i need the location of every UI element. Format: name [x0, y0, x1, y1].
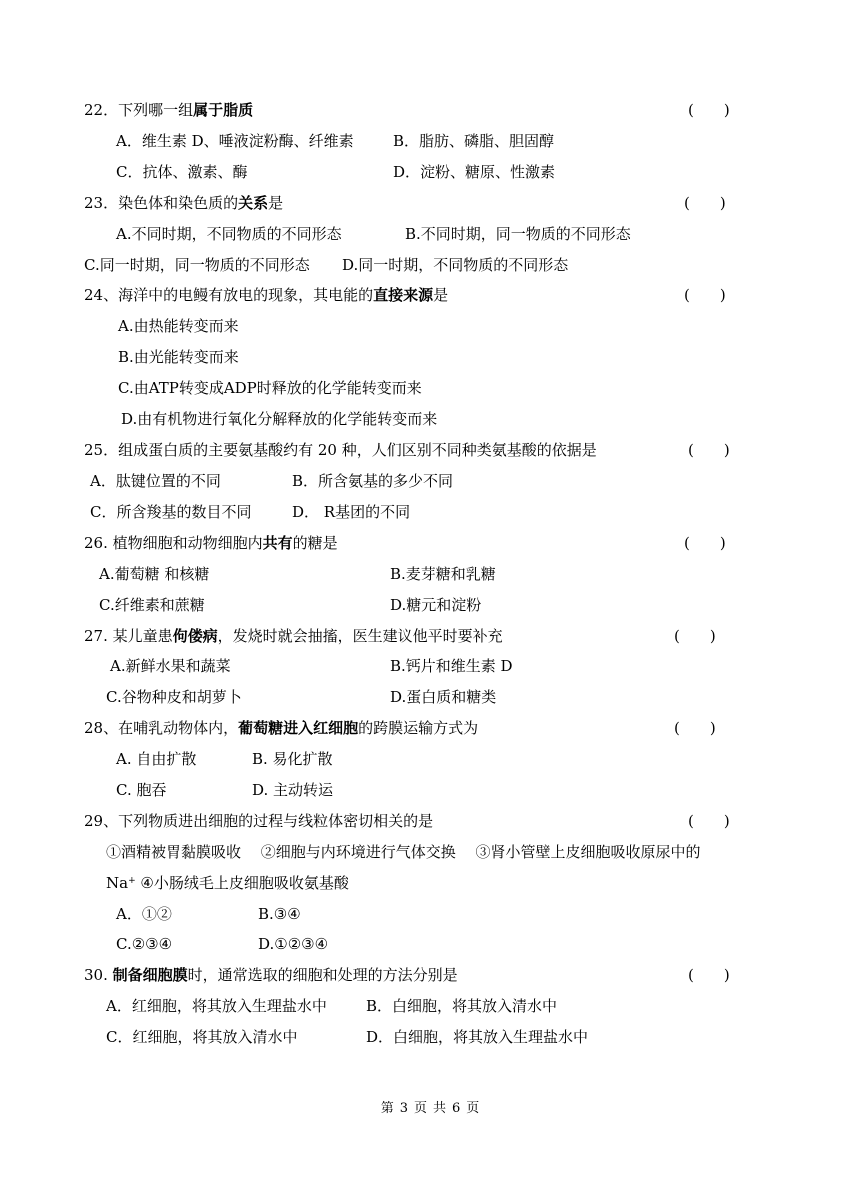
answer-bracket: ( ) — [688, 812, 730, 830]
answer-bracket: ( ) — [688, 101, 730, 119]
question-23-option-a: A.不同时期，不同物质的不同形态 — [116, 225, 342, 243]
question-24-option-a: A.由热能转变而来 — [118, 317, 239, 335]
question-26-option-c: C.纤维素和蔗糖 — [99, 596, 205, 614]
question-28-option-a: A. 自由扩散 — [116, 750, 197, 768]
question-22-stem: 22．下列哪一组属于脂质 — [84, 101, 254, 119]
answer-bracket: ( ) — [688, 441, 730, 459]
question-29-option-c: C.②③④ — [116, 935, 173, 953]
question-25-option-a: A．肽键位置的不同 — [90, 472, 221, 490]
question-22-option-b: B．脂肪、磷脂、胆固醇 — [393, 132, 555, 150]
question-30-option-c: C．红细胞，将其放入清水中 — [106, 1028, 298, 1046]
question-29-option-a: A．①② — [116, 905, 172, 923]
footer-text: 页 — [466, 1101, 480, 1116]
footer-text: 第 — [380, 1101, 394, 1116]
total-page-number: 6 — [452, 1101, 461, 1116]
question-27-option-c: C.谷物种皮和胡萝卜 — [106, 688, 242, 706]
question-22-option-c: C．抗体、激素、酶 — [116, 163, 248, 181]
question-27-stem: 27. 某儿童患佝偻病，发烧时就会抽搐，医生建议他平时要补充 — [84, 627, 503, 645]
question-25-option-b: B．所含氨基的多少不同 — [292, 472, 454, 490]
question-27-option-d: D.蛋白质和糖类 — [390, 688, 497, 706]
question-29-items-line-1: ①酒精被胃黏膜吸收 ②细胞与内环境进行气体交换 ③肾小管壁上皮细胞吸收原尿中的 — [106, 843, 701, 861]
question-26-option-d: D.糖元和淀粉 — [390, 596, 482, 614]
question-26-option-b: B.麦芽糖和乳糖 — [390, 565, 496, 583]
question-24-option-c: C.由ATP转变成ADP时释放的化学能转变而来 — [118, 379, 422, 397]
question-23-stem: 23．染色体和染色质的关系是 — [84, 194, 284, 212]
question-29-option-d: D.①②③④ — [258, 935, 329, 953]
answer-bracket: ( ) — [684, 534, 726, 552]
question-30-option-a: A．红细胞，将其放入生理盐水中 — [106, 997, 327, 1015]
answer-bracket: ( ) — [684, 194, 726, 212]
footer-text: 共 — [433, 1101, 447, 1116]
question-24-option-b: B.由光能转变而来 — [118, 348, 239, 366]
question-24-stem: 24、海洋中的电鳗有放电的现象，其电能的直接来源是 — [84, 286, 449, 304]
answer-bracket: ( ) — [684, 286, 726, 304]
question-30-stem: 30. 制备细胞膜时，通常选取的细胞和处理的方法分别是 — [84, 966, 458, 984]
answer-bracket: ( ) — [674, 627, 716, 645]
question-23-option-c: C.同一时期，同一物质的不同形态 — [84, 256, 310, 274]
question-23-option-b: B.不同时期，同一物质的不同形态 — [405, 225, 631, 243]
question-27-option-b: B.钙片和维生素 D — [390, 657, 513, 675]
question-23-option-d: D.同一时期，不同物质的不同形态 — [342, 256, 569, 274]
answer-bracket: ( ) — [688, 966, 730, 984]
question-28-option-d: D. 主动转运 — [252, 781, 334, 799]
footer-text: 页 — [413, 1101, 427, 1116]
question-25-stem: 25．组成蛋白质的主要氨基酸约有 20 种，人们区别不同种类氨基酸的依据是 — [84, 441, 597, 459]
question-29-option-b: B.③④ — [258, 905, 301, 923]
question-22-option-a: A．维生素 D、唾液淀粉酶、纤维素 — [116, 132, 354, 150]
question-29-stem: 29、下列物质进出细胞的过程与线粒体密切相关的是 — [84, 812, 434, 830]
question-26-stem: 26. 植物细胞和动物细胞内共有的糖是 — [84, 534, 338, 552]
current-page-number: 3 — [399, 1101, 408, 1116]
question-28-option-c: C. 胞吞 — [116, 781, 167, 799]
question-30-option-d: D．白细胞，将其放入生理盐水中 — [366, 1028, 589, 1046]
question-30-option-b: B．白细胞，将其放入清水中 — [366, 997, 558, 1015]
question-25-option-c: C．所含羧基的数目不同 — [90, 503, 252, 521]
question-27-option-a: A.新鲜水果和蔬菜 — [110, 657, 231, 675]
question-26-option-a: A.葡萄糖 和核糖 — [99, 565, 210, 583]
question-28-option-b: B. 易化扩散 — [252, 750, 333, 768]
answer-bracket: ( ) — [674, 719, 716, 737]
question-25-option-d: D． R基团的不同 — [292, 503, 411, 521]
question-29-items-line-2: Na+ ④小肠绒毛上皮细胞吸收氨基酸 — [106, 874, 349, 892]
question-28-stem: 28、在哺乳动物体内，葡萄糖进入红细胞的跨膜运输方式为 — [84, 719, 479, 737]
question-22-option-d: D．淀粉、糖原、性激素 — [393, 163, 556, 181]
page-footer — [0, 1100, 860, 1118]
question-24-option-d: D.由有机物进行氧化分解释放的化学能转变而来 — [121, 410, 438, 428]
